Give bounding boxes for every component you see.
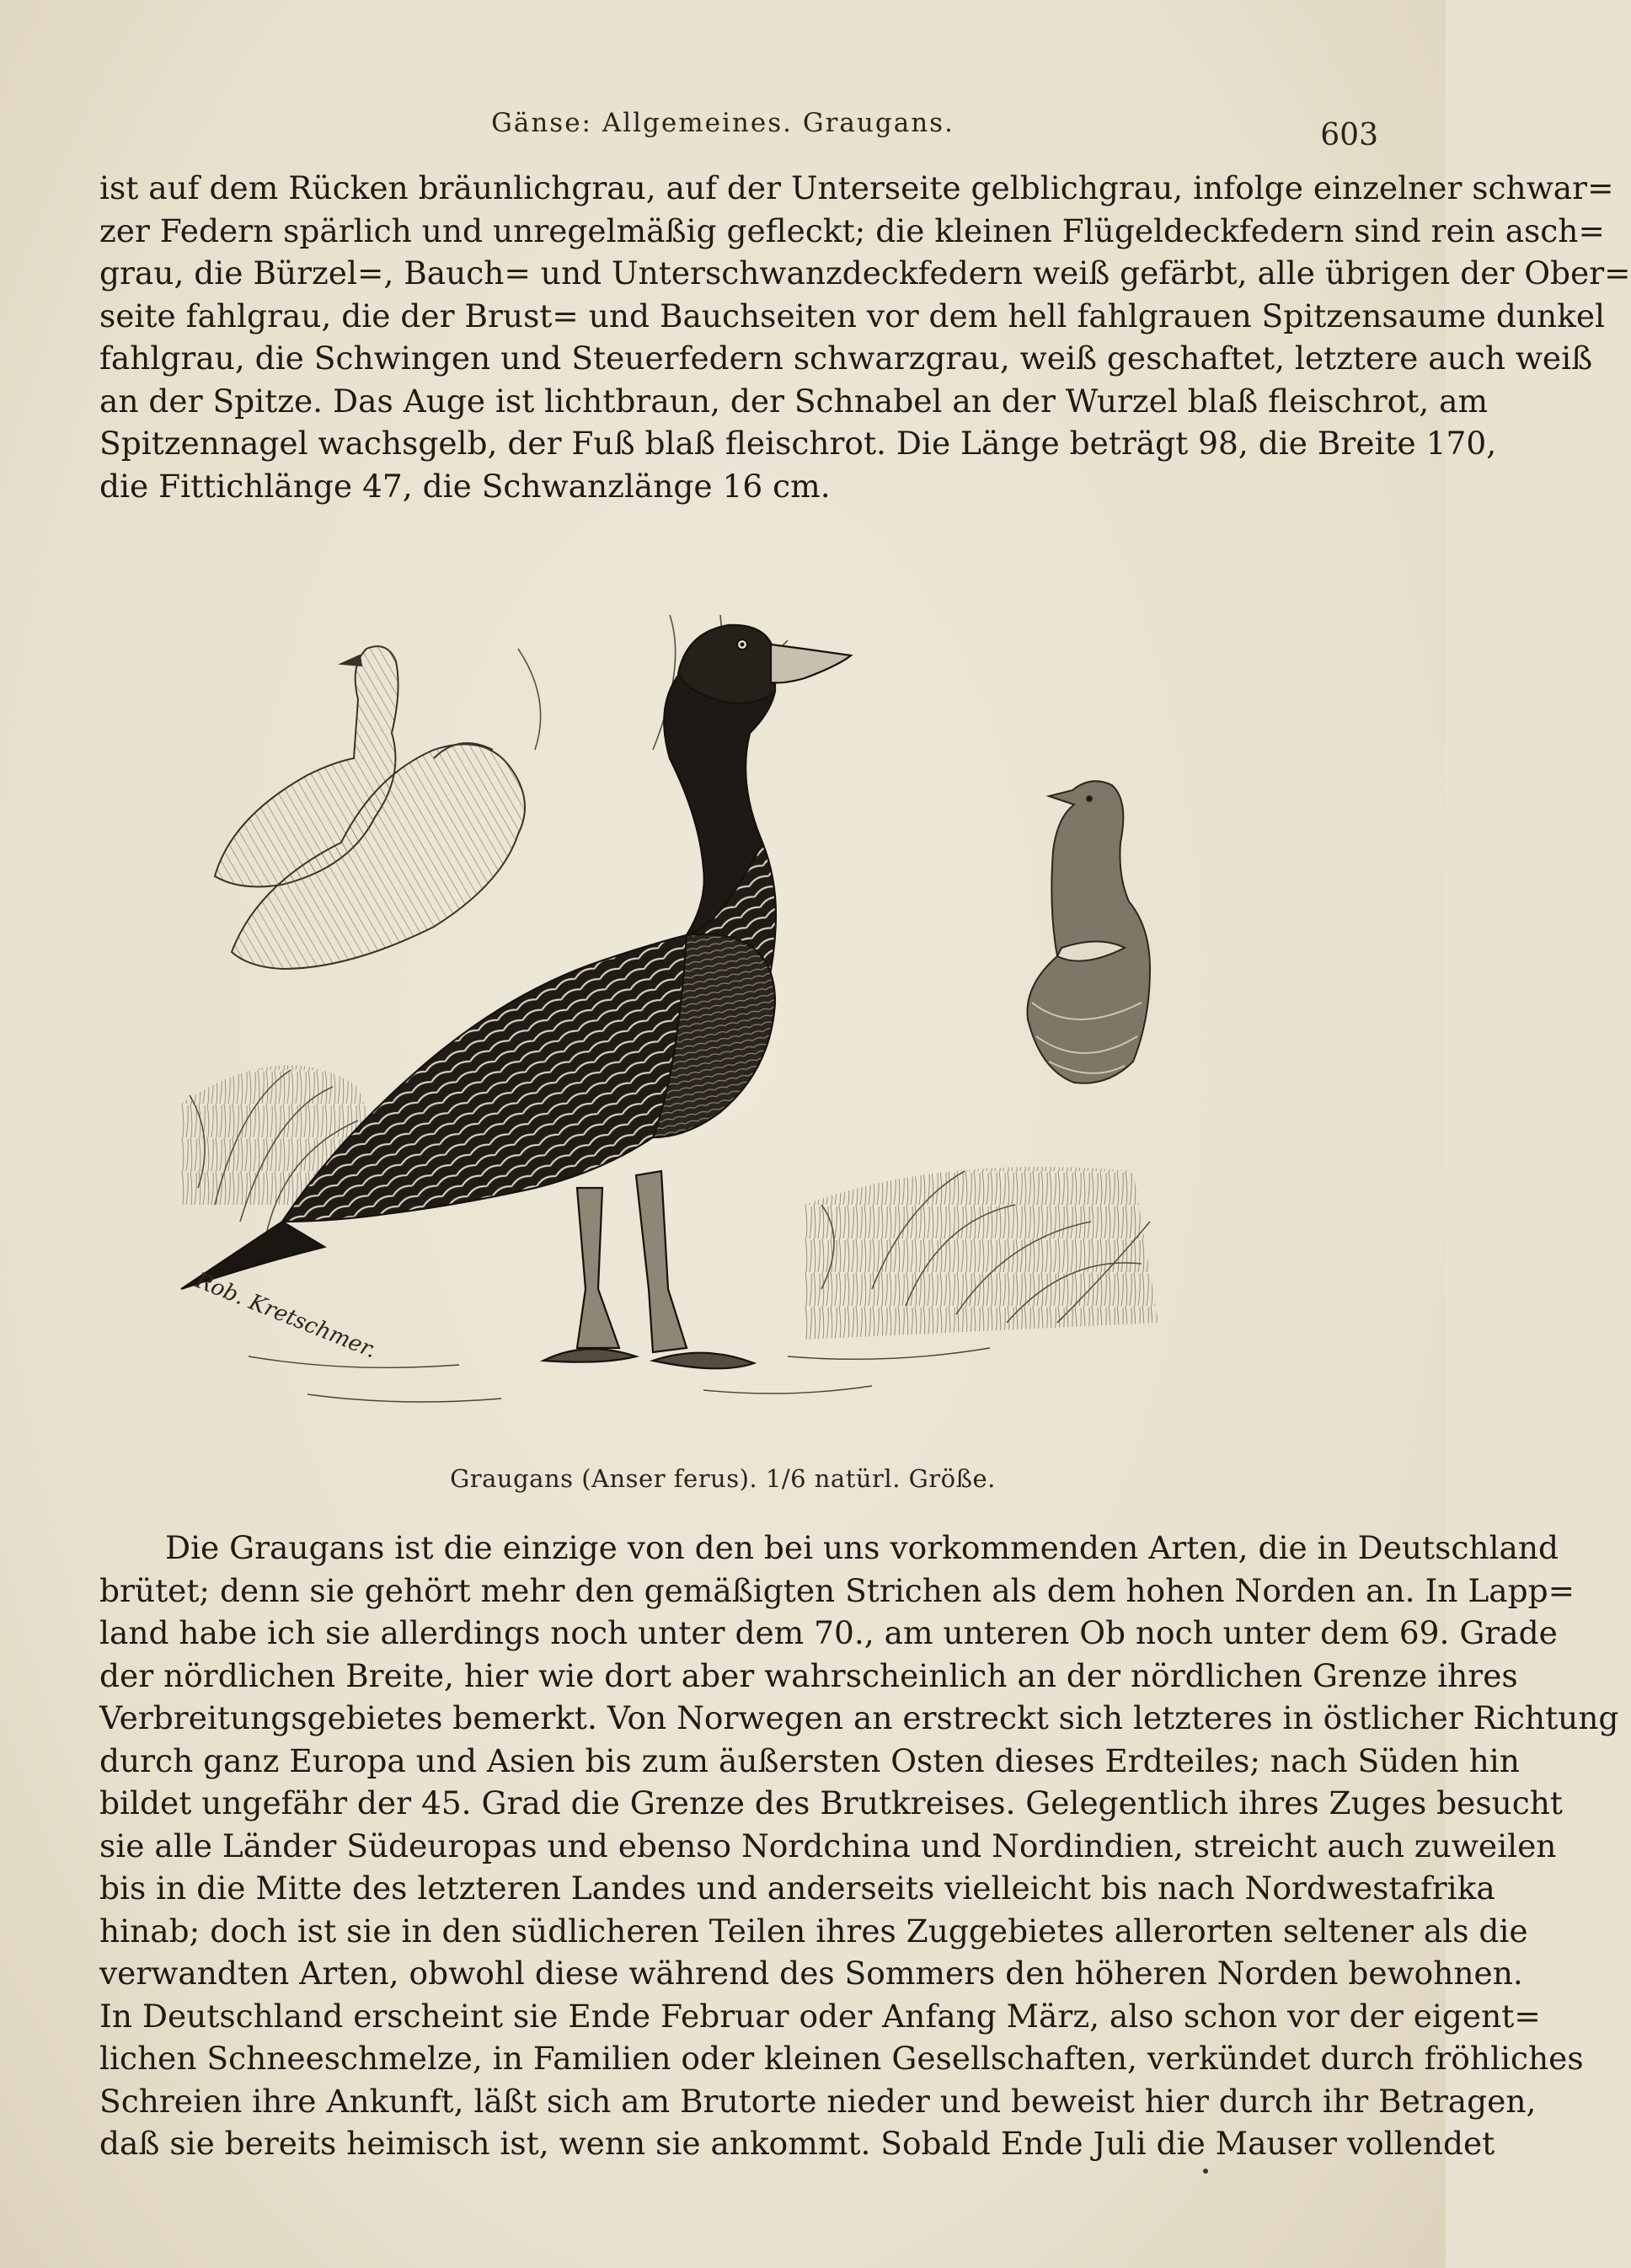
text-line: brütet; denn sie gehört mehr den gemäßigten Strichen als dem hohen Norden an. In Lapp=: [99, 1571, 1575, 1609]
ink-speck: [1203, 2169, 1208, 2174]
text-line: hinab; doch ist sie in den südlicheren Teilen ihres Zuggebietes allerorten seltener als die: [99, 1912, 1528, 1950]
text-line: daß sie bereits heimisch ist, wenn sie ankommt. Sobald Ende Juli die Mauser vollendet: [99, 2125, 1495, 2162]
page-number: 603: [1320, 118, 1378, 152]
running-head: Gänse: Allgemeines. Graugans.: [491, 108, 955, 138]
text-line: grau, die Bürzel=, Bauch= und Unterschwanzdeckfedern weiß gefärbt, alle übrigen der Ober=: [99, 254, 1631, 292]
text-line: durch ganz Europa und Asien bis zum äußersten Osten dieses Erdteiles; nach Süden hin: [99, 1741, 1520, 1779]
text-line: fahlgrau, die Schwingen und Steuerfedern schwarzgrau, weiß geschaftet, letztere auch weiß: [99, 340, 1593, 377]
text-line: seite fahlgrau, die der Brust= und Bauchseiten vor dem hell fahlgrauen Spitzensaume dunkel: [99, 297, 1606, 334]
text-line: Spitzennagel wachsgelb, der Fuß blaß fleischrot. Die Länge beträgt 98, die Breite 170,: [99, 425, 1497, 462]
text-line: land habe ich sie allerdings noch unter dem 70., am unteren Ob noch unter dem 69. Grade: [99, 1614, 1558, 1651]
bottom-paragraph: [99, 1527, 1619, 2165]
text-line: In Deutschland erscheint sie Ende Februar oder Anfang März, also schon vor der eigent=: [99, 1997, 1541, 2035]
text-line: an der Spitze. Das Auge ist lichtbraun, der Schnabel an der Wurzel blaß fleischrot, am: [99, 382, 1489, 420]
artist-signature: Rob. Kretschmer.: [191, 1268, 380, 1364]
text-line: Verbreitungsgebietes bemerkt. Von Norwegen an erstreckt sich letzteres in östlicher Richtung: [99, 1699, 1619, 1736]
text-line: verwandten Arten, obwohl diese während des Sommers den höheren Norden bewohnen.: [99, 1955, 1523, 1992]
goose-illustration: [181, 564, 1310, 1449]
text-line: lichen Schneeschmelze, in Familien oder kleinen Gesellschaften, verkündet durch fröhliches: [99, 2040, 1584, 2077]
text-line: bildet ungefähr der 45. Grad die Grenze des Brutkreises. Gelegentlich ihres Zuges besucht: [99, 1784, 1563, 1821]
text-line: ist auf dem Rücken bräunlichgrau, auf der Unterseite gelblichgrau, infolge einzelner schwar=: [99, 169, 1614, 206]
engraving-of-greylag-geese-icon: [181, 564, 1310, 1449]
text-line: sie alle Länder Südeuropas und ebenso Nordchina und Nordindien, streicht auch zuweilen: [99, 1827, 1557, 1864]
figure-caption: Graugans (Anser ferus). 1/6 natürl. Größe.: [450, 1464, 996, 1493]
text-line: die Fittichlänge 47, die Schwanzlänge 16 cm.: [99, 467, 831, 505]
text-line: Die Graugans ist die einzige von den bei uns vorkommenden Arten, die in Deutschland: [165, 1529, 1559, 1566]
top-paragraph: [99, 167, 1631, 507]
text-line: Schreien ihre Ankunft, läßt sich am Brutorte nieder und beweist hier durch ihr Betragen,: [99, 2082, 1537, 2120]
text-line: bis in die Mitte des letzteren Landes und anderseits vielleicht bis nach Nordwestafrika: [99, 1869, 1495, 1907]
text-line: der nördlichen Breite, hier wie dort aber wahrscheinlich an der nördlichen Grenze ihres: [99, 1656, 1518, 1694]
text-line: zer Federn spärlich und unregelmäßig gefleckt; die kleinen Flügeldeckfedern sind rein asch=: [99, 211, 1605, 249]
